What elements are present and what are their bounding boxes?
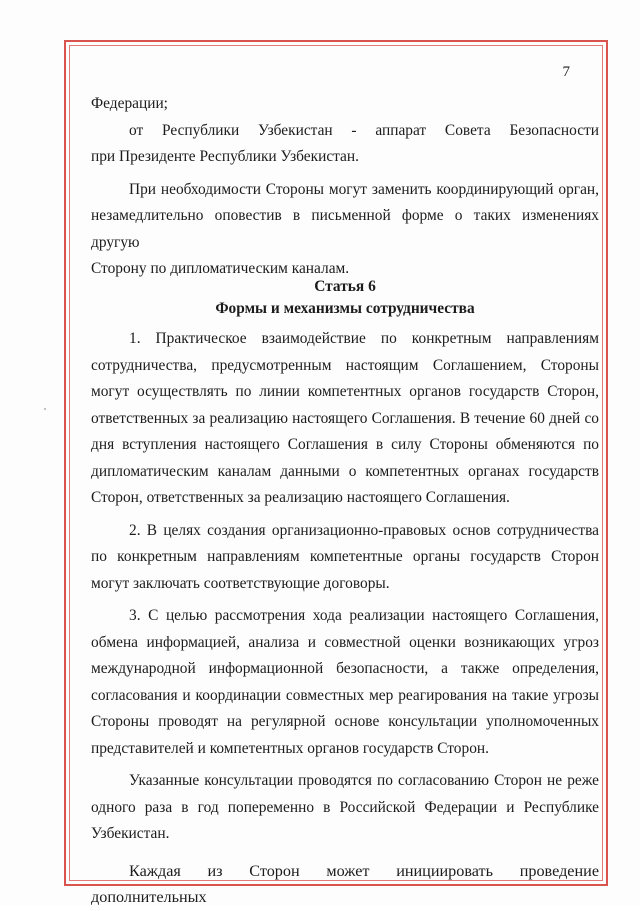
page-number: 7: [562, 64, 570, 80]
article-number: Статья 6: [314, 278, 376, 295]
text-line: Сторону по дипломатическим каналам.: [91, 260, 350, 277]
text-line: Федерации;: [91, 95, 168, 112]
paragraph: Каждая из Сторон может инициировать проведение дополнительных: [91, 861, 599, 906]
paragraph: 3. С целью рассмотрения хода реализации настоящего Соглашения, обмена информацией, анализа и совместной оценки возникающих угроз международной информационной безопасности, а также определения, согласования и координации совместных мер реагирования на такие угрозы Стороны проводят на регулярной основе консультации уполномоченных представителей и компетентных органов государств Сторон.: [91, 607, 599, 757]
paragraph: 1. Практическое взаимодействие по конкретным направлениям сотрудничества, предусмотренным настоящим Соглашением, Стороны могут осуществлять по линии компетентных органов государств Сторон, ответственных за реализацию настоящего Соглашения. В течение 60 дней со дня вступления настоящего Соглашения в силу Стороны обменяются по дипломатическим каналам данными о компетентных органах государств Сторон, ответственных за реализацию настоящего Соглашения.: [91, 330, 599, 506]
scan-artifact: [44, 408, 46, 410]
text-line: При необходимости Стороны могут заменить координирующий орган,: [129, 180, 599, 198]
text-line: от Республики Узбекистан - аппарат Совета Безопасности: [129, 121, 599, 139]
text-block-top: [91, 91, 599, 283]
paragraph: 2. В целях создания организационно-правовых основ сотрудничества по конкретным направлениям компетентные органы государств Сторон могут заключать соответствующие договоры.: [91, 521, 599, 592]
article-title: Формы и механизмы сотрудничества: [215, 300, 475, 317]
text-block-article: [91, 276, 599, 911]
paragraph: Указанные консультации проводятся по согласованию Сторон не реже одного раза в год попеременно в Российской Федерации и Республике Узбекистан.: [91, 772, 599, 842]
text-line: незамедлительно оповестив в письменной форме о таких изменениях другую: [91, 207, 599, 251]
text-line: при Президенте Республики Узбекистан.: [91, 148, 359, 165]
